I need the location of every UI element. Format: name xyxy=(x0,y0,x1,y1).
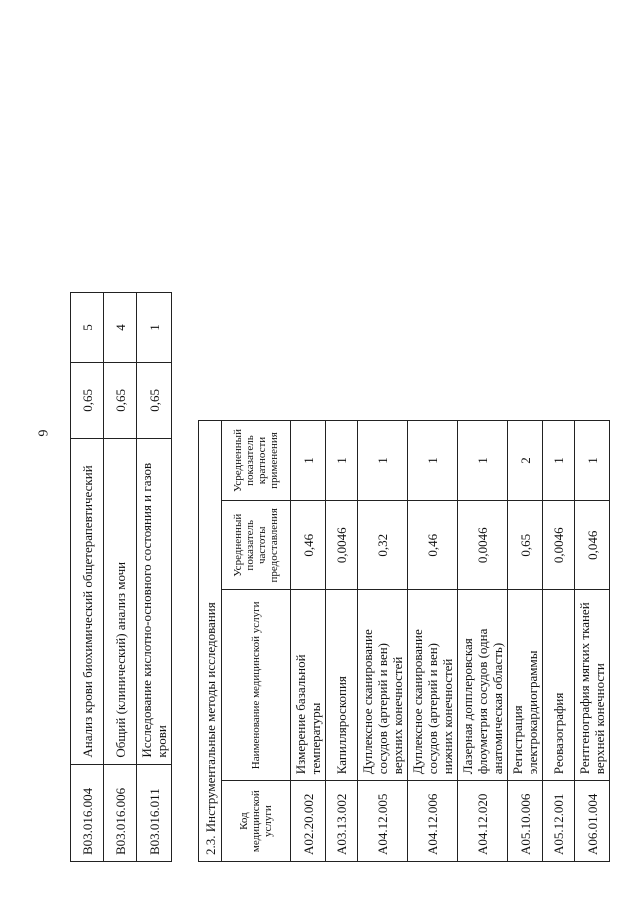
multiplicity-value: 1 xyxy=(543,421,575,501)
service-name: Дуплексное сканирование сосудов (артерий и вен) нижних конечностей xyxy=(408,590,458,781)
service-name: Регистрация электрокардиограммы xyxy=(508,590,543,781)
header-frequency: Усредненный показатель частоты предоставления xyxy=(222,501,291,590)
table-row xyxy=(137,293,172,862)
service-code: A06.01.004 xyxy=(575,781,610,862)
service-name: Исследование кислотно-основного состояния и газов крови xyxy=(137,438,172,764)
multiplicity-value: 4 xyxy=(104,293,137,363)
frequency-value: 0,65 xyxy=(104,362,137,438)
service-code: B03.016.004 xyxy=(71,764,104,861)
frequency-value: 0,0046 xyxy=(458,501,508,590)
table-row xyxy=(458,421,508,862)
multiplicity-value: 1 xyxy=(458,421,508,501)
table-row xyxy=(104,293,137,862)
frequency-value: 0,46 xyxy=(291,501,326,590)
service-name: Дуплексное сканирование сосудов (артерий и вен) верхних конечностей xyxy=(358,590,408,781)
service-code: A05.12.001 xyxy=(543,781,575,862)
table-row xyxy=(543,421,575,862)
section-title: 2.3. Инструментальные методы исследования xyxy=(199,421,222,862)
service-name: Измерение базальной температуры xyxy=(291,590,326,781)
table-row xyxy=(291,421,326,862)
table-row xyxy=(358,421,408,862)
header-name: Наименование медицинской услуги xyxy=(222,590,291,781)
table-row xyxy=(408,421,458,862)
table-row xyxy=(326,421,358,862)
service-name: Капилляроскопия xyxy=(326,590,358,781)
service-name: Рентгенография мягких тканей верхней конечности xyxy=(575,590,610,781)
frequency-value: 0,046 xyxy=(575,501,610,590)
frequency-value: 0,32 xyxy=(358,501,408,590)
multiplicity-value: 1 xyxy=(358,421,408,501)
service-code: A04.12.005 xyxy=(358,781,408,862)
frequency-value: 0,46 xyxy=(408,501,458,590)
table-row xyxy=(508,421,543,862)
service-code: A05.10.006 xyxy=(508,781,543,862)
instrumental-methods-table xyxy=(198,420,610,862)
service-name: Общий (клинический) анализ мочи xyxy=(104,438,137,764)
header-code: Код медицинской услуги xyxy=(222,781,291,862)
lab-table xyxy=(70,292,172,862)
frequency-value: 0,65 xyxy=(71,362,104,438)
table-row xyxy=(575,421,610,862)
service-code: A04.12.020 xyxy=(458,781,508,862)
page-number: 6 xyxy=(34,429,50,437)
service-name: Лазерная допплеровская флоуметрия сосудов (одна анатомическая область) xyxy=(458,590,508,781)
multiplicity-value: 1 xyxy=(137,293,172,363)
column-header-row xyxy=(222,421,291,862)
frequency-value: 0,0046 xyxy=(326,501,358,590)
frequency-value: 0,65 xyxy=(508,501,543,590)
service-code: B03.016.011 xyxy=(137,764,172,861)
service-name: Анализ крови биохимический общетерапевтический xyxy=(71,438,104,764)
service-code: A02.20.002 xyxy=(291,781,326,862)
multiplicity-value: 1 xyxy=(575,421,610,501)
multiplicity-value: 2 xyxy=(508,421,543,501)
multiplicity-value: 1 xyxy=(408,421,458,501)
frequency-value: 0,65 xyxy=(137,362,172,438)
table-row xyxy=(71,293,104,862)
service-code: B03.016.006 xyxy=(104,764,137,861)
section-header-row xyxy=(199,421,222,862)
multiplicity-value: 1 xyxy=(291,421,326,501)
header-multiplicity: Усредненный показатель кратности применения xyxy=(222,421,291,501)
multiplicity-value: 1 xyxy=(326,421,358,501)
service-code: A04.12.006 xyxy=(408,781,458,862)
service-code: A03.13.002 xyxy=(326,781,358,862)
service-name: Реовазография xyxy=(543,590,575,781)
multiplicity-value: 5 xyxy=(71,293,104,363)
frequency-value: 0,0046 xyxy=(543,501,575,590)
